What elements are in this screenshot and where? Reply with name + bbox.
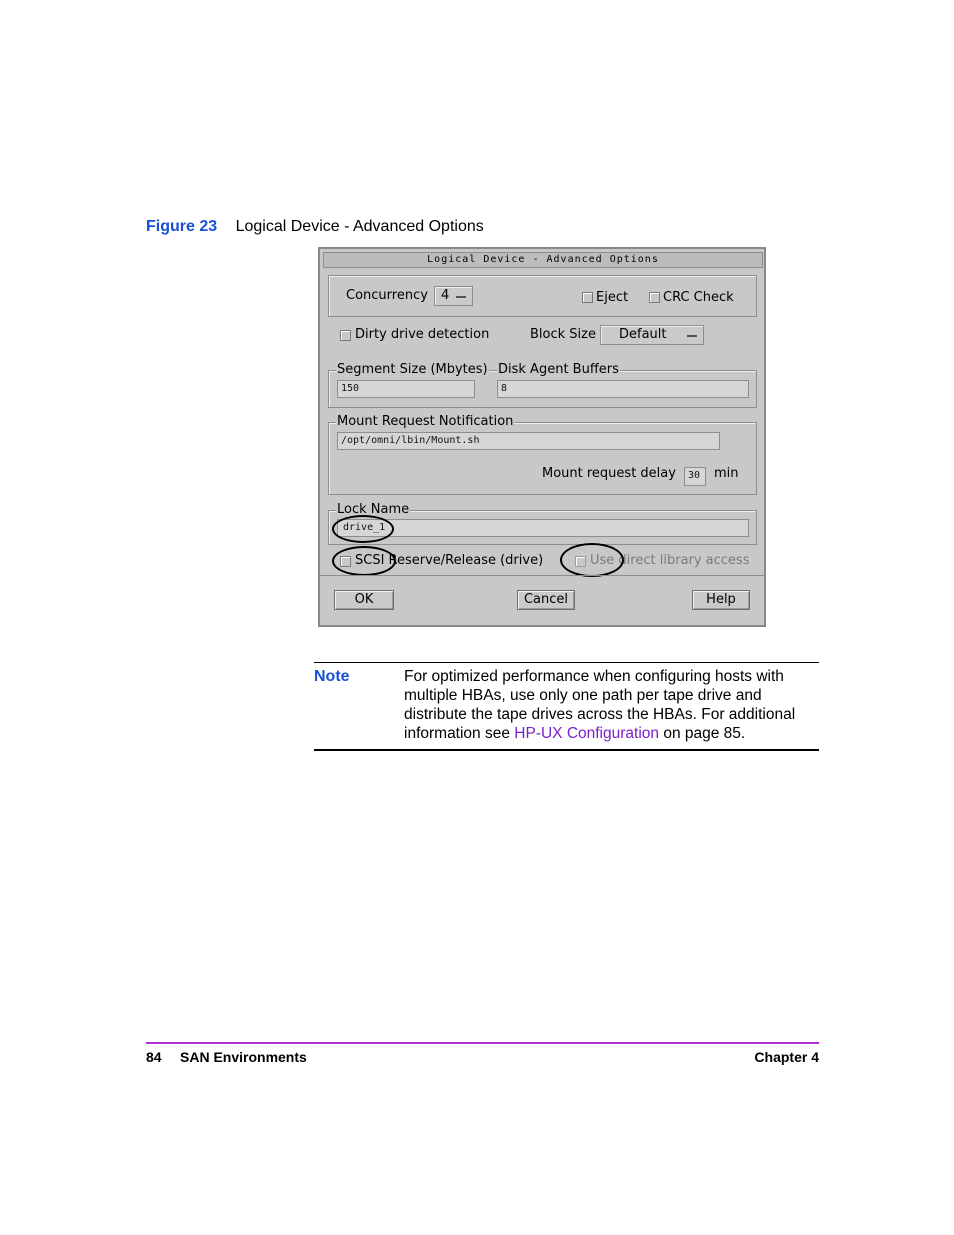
- lock-name-input[interactable]: drive_1: [337, 519, 749, 537]
- note-top-rule: [314, 662, 819, 663]
- figure-caption: [146, 218, 484, 236]
- block-size-select[interactable]: [600, 325, 704, 345]
- advanced-options-dialog: [318, 247, 766, 627]
- mount-delay-unit: min: [714, 466, 739, 481]
- concurrency-label: Concurrency: [346, 288, 428, 303]
- lock-name-label: Lock Name: [337, 502, 410, 517]
- concurrency-select[interactable]: [434, 286, 473, 306]
- disk-agent-buffers-label: Disk Agent Buffers: [498, 362, 619, 377]
- note-text-part: on page 85.: [659, 725, 746, 742]
- note-text-part: For optimized performance when configuring hosts with multiple HBAs, use only one path per tape drive and distribute the tape drives across the HBAs. For additional information see: [404, 668, 796, 742]
- concurrency-value: 4: [441, 288, 450, 303]
- figure-title: Logical Device - Advanced Options: [235, 218, 484, 235]
- mount-request-label: Mount Request Notification: [337, 414, 514, 429]
- scsi-reserve-label: SCSI Reserve/Release (drive): [355, 553, 544, 568]
- note-text: [404, 667, 824, 743]
- segment-size-label: Segment Size (Mbytes): [337, 362, 488, 377]
- cancel-button[interactable]: Cancel: [517, 590, 575, 610]
- footer-rule: [146, 1042, 819, 1044]
- dirty-drive-checkbox[interactable]: [340, 330, 351, 341]
- eject-label: Eject: [596, 290, 629, 305]
- option-menu-icon: [687, 335, 697, 337]
- dirty-drive-label: Dirty drive detection: [355, 327, 490, 342]
- note-label: Note: [314, 668, 350, 685]
- help-button[interactable]: Help: [692, 590, 750, 610]
- figure-label: Figure 23: [146, 218, 218, 235]
- note-bottom-rule: [314, 749, 819, 751]
- ok-button[interactable]: OK: [334, 590, 394, 610]
- segment-size-input[interactable]: 150: [337, 380, 475, 398]
- block-size-value: Default: [619, 327, 667, 342]
- mount-script-input[interactable]: /opt/omni/lbin/Mount.sh: [337, 432, 720, 450]
- block-size-label: Block Size: [530, 327, 596, 342]
- hp-ux-configuration-link[interactable]: HP-UX Configuration: [514, 725, 660, 742]
- section-title: SAN Environments: [180, 1049, 307, 1065]
- mount-delay-input[interactable]: 30: [684, 467, 706, 486]
- chapter-label: Chapter 4: [754, 1049, 819, 1065]
- option-menu-icon: [456, 296, 466, 298]
- page-number: 84: [146, 1049, 162, 1065]
- crc-check-label: CRC Check: [663, 290, 734, 305]
- button-separator: [320, 575, 764, 576]
- disk-agent-buffers-input[interactable]: 8: [497, 380, 749, 398]
- dialog-title: Logical Device - Advanced Options: [323, 252, 763, 268]
- annotation-circle: [560, 543, 624, 577]
- mount-delay-label: Mount request delay: [542, 466, 676, 481]
- annotation-circle: [332, 546, 396, 576]
- eject-checkbox[interactable]: [582, 292, 593, 303]
- direct-library-label: Use direct library access: [590, 553, 750, 568]
- crc-check-checkbox[interactable]: [649, 292, 660, 303]
- annotation-circle: [332, 515, 394, 543]
